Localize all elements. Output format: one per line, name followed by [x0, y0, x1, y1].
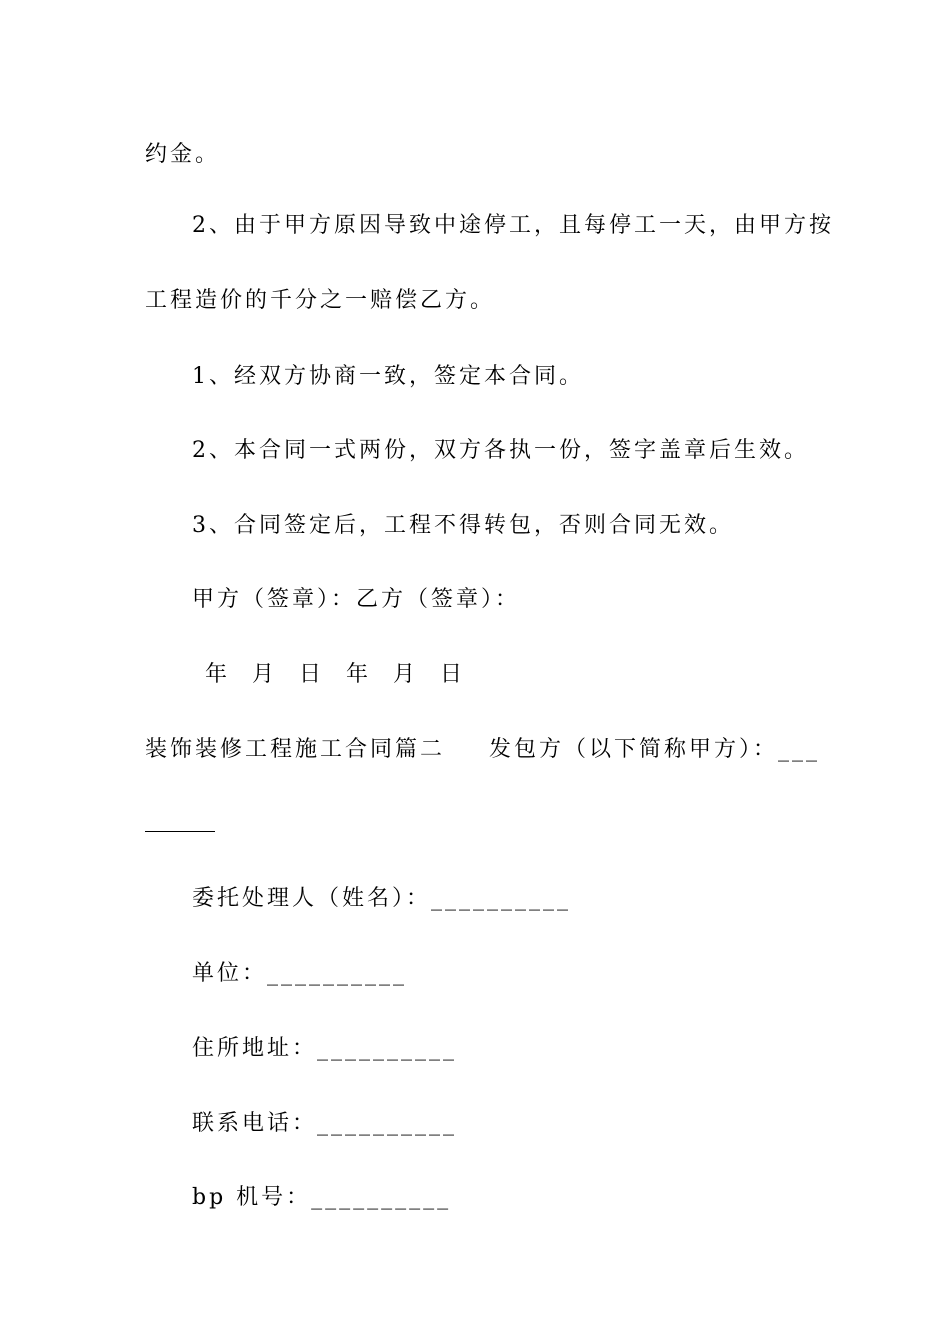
field-entrusted-person: 委托处理人（姓名）：__________ — [192, 886, 572, 911]
date-line: 年 月 日 年 月 日 — [205, 662, 465, 687]
blank-continuation-line — [145, 829, 215, 832]
text-line-4: 1、经双方协商一致，签定本合同。 — [192, 364, 584, 389]
section-heading-row — [145, 735, 825, 765]
field-unit: 单位：__________ — [192, 961, 408, 986]
text-line-5: 2、本合同一式两份，双方各执一份，签字盖章后生效。 — [192, 438, 809, 463]
text-line-3: 工程造价的千分之一赔偿乙方。 — [145, 288, 496, 313]
field-address: 住所地址：__________ — [192, 1036, 458, 1061]
text-line-6: 3、合同签定后，工程不得转包，否则合同无效。 — [192, 513, 734, 538]
party-label: 发包方（以下简称甲方）：___ — [489, 737, 821, 762]
section-title: 装饰装修工程施工合同篇二 — [145, 737, 446, 762]
field-phone: 联系电话：__________ — [192, 1111, 458, 1136]
text-line-1: 约金。 — [145, 142, 221, 167]
text-line-2: 2、由于甲方原因导致中途停工，且每停工一天，由甲方按 — [192, 213, 834, 238]
signature-line: 甲方（签章）：乙方（签章）： — [192, 587, 521, 612]
field-bp-number: bp 机号：__________ — [192, 1185, 452, 1210]
